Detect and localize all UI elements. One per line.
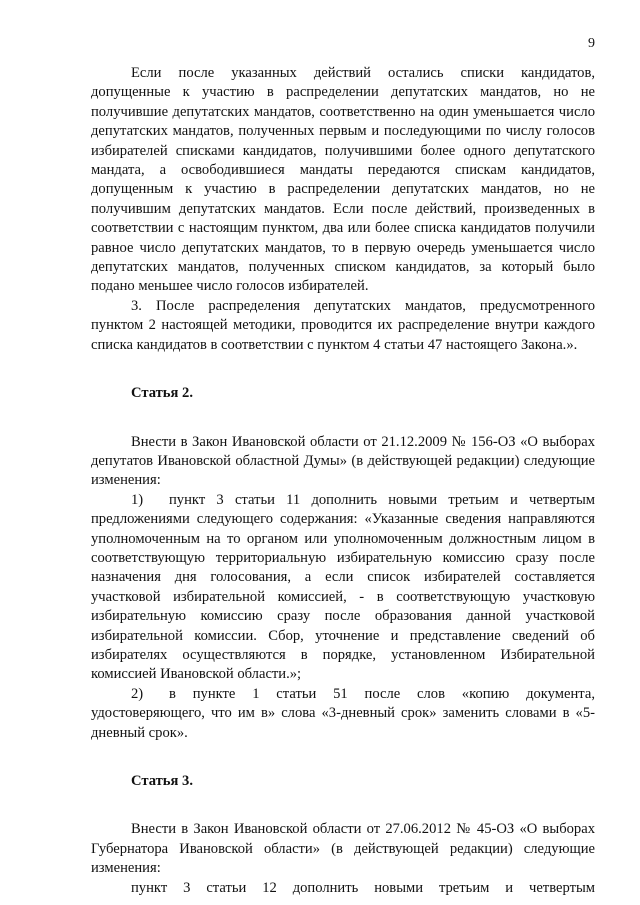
article-2-intro: Внести в Закон Ивановской области от 21.12.2009 № 156-ОЗ «О выборах депутатов Ивановской областной Думы» (в действующей редакции) следующие изменения: [91,433,595,489]
list-number: 1) [131,491,144,508]
list-text: пункт 3 статьи 11 дополнить новыми третьим и четвертым предложениями следующего содержания: «Указанные сведения направляются уполномоченным на то органом или уполномоченным должностным лицом в соответствующую территориальную избирательную комиссию сразу после назначения дня голосования, а если список избирателей составляется участковой избирательной комиссией, - в соответствующую участковую избирательную комиссию сразу после образования данной участковой избирательной комиссии. Сбор, уточнение и представление сведений об избирателях осуществляются в порядке, установленном Избирательной комиссией Ивановской области.»; [91,491,595,683]
article-2-item-2 [91,685,595,743]
article-2-item-1 [91,491,595,685]
list-text: в пункте 1 статьи 51 после слов «копию документа, удостоверяющего, что им в» слова «3-дневный срок» заменить словами в «5-дневный срок». [91,685,595,741]
article-3-intro: Внести в Закон Ивановской области от 27.06.2012 № 45-ОЗ «О выборах Губернатора Ивановской области» (в действующей редакции) следующие изменения: [91,821,595,877]
list-number: 2) [131,685,144,702]
document-body [91,64,595,898]
page-number: 9 [588,36,595,51]
article-2-heading: Статья 2. [131,385,193,402]
article-3-heading: Статья 3. [131,773,193,789]
paragraph-mandates-redistribution: Если после указанных действий остались списки кандидатов, допущенные к участию в распределении депутатских мандатов, но не получившие депутатских мандатов, соответственно на один уменьшается число депутатских мандатов, полученных первым и последующими по числу голосов избирателей списками кандидатов, получившими более одного депутатского мандата, а освободившиеся мандаты передаются спискам кандидатов, допущенным к участию в распределении депутатских мандатов, но не получившим депутатских мандатов. Если после действий, произведенных в соответствии с настоящим пунктом, два или более списка кандидатов получили равное число депутатских мандатов, то в первую очередь уменьшается число депутатских мандатов, полученных списком кандидатов, за который было подано меньшее число голосов избирателей. [91,65,595,295]
paragraph-point-3: 3. После распределения депутатских мандатов, предусмотренного пунктом 2 настоящей методики, проводится их распределение внутри каждого списка кандидатов в соответствии с пунктом 4 статьи 47 настоящего Закона.». [91,297,595,353]
article-3-item-start: пункт 3 статьи 12 дополнить новыми третьим и четвертым [131,879,595,896]
